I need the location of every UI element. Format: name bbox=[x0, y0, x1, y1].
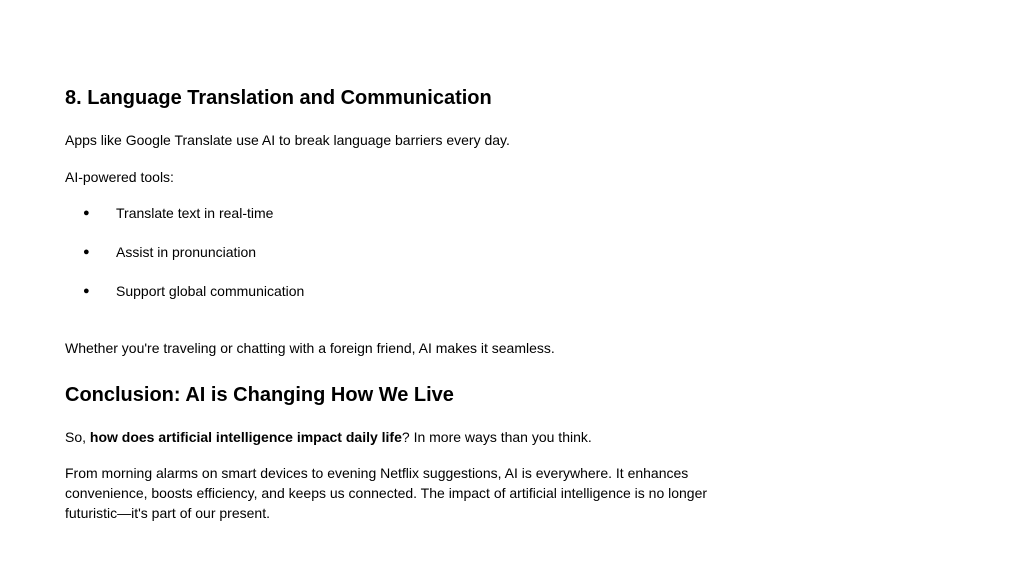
conclusion-question-suffix: ? In more ways than you think. bbox=[401, 429, 592, 445]
conclusion-question-bold: how does artificial intelligence impact daily life bbox=[89, 429, 402, 445]
bullet-icon: ● bbox=[83, 246, 90, 258]
conclusion-paragraph: From morning alarms on smart devices to evening Netflix suggestions, AI is everywhere. It enhances convenience, boosts efficiency, and keeps us connected. The impact of artificial intelligence is no longer futuristic—it's part of our present. bbox=[65, 465, 708, 521]
tools-label: AI-powered tools: bbox=[65, 169, 174, 185]
bullet-icon: ● bbox=[83, 285, 90, 297]
section-closing-paragraph: Whether you're traveling or chatting with a foreign friend, AI makes it seamless. bbox=[65, 340, 555, 356]
list-item-text: Assist in pronunciation bbox=[116, 244, 257, 260]
list-item-text: Support global communication bbox=[116, 283, 305, 299]
section-intro-paragraph: Apps like Google Translate use AI to break language barriers every day. bbox=[65, 132, 510, 148]
bullet-icon: ● bbox=[83, 207, 90, 219]
conclusion-heading: Conclusion: AI is Changing How We Live bbox=[65, 384, 454, 406]
section-heading-language-translation: 8. Language Translation and Communication bbox=[65, 87, 492, 109]
conclusion-question bbox=[65, 427, 592, 447]
conclusion-question-prefix: So, bbox=[65, 429, 90, 445]
list-item-text: Translate text in real-time bbox=[116, 205, 274, 221]
